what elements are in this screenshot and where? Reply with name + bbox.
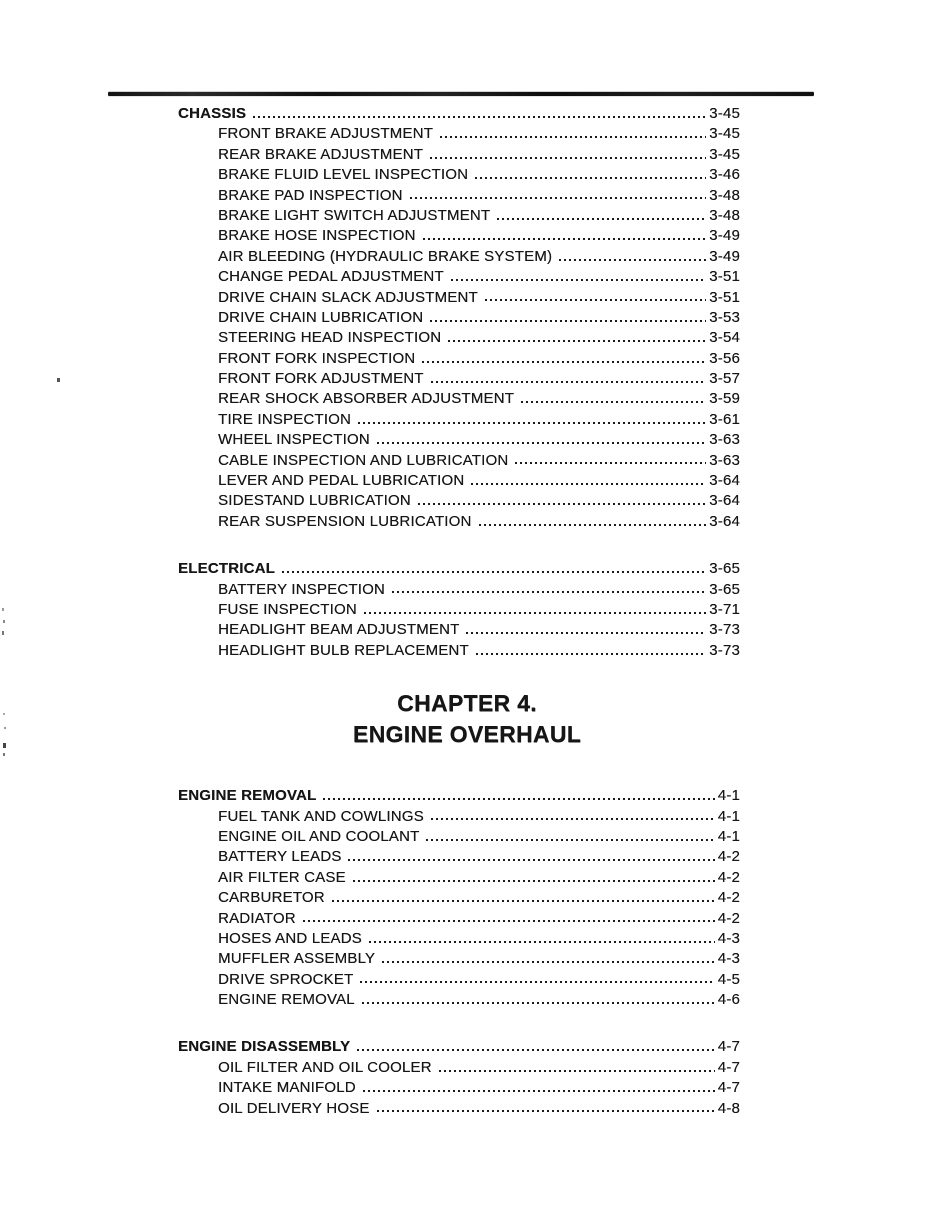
toc-row-1-2 xyxy=(178,620,740,640)
dot-leader xyxy=(485,297,706,302)
toc-row-4-0 xyxy=(178,1058,740,1078)
dot-leader xyxy=(418,500,706,505)
page-number: 3-64 xyxy=(709,492,740,510)
page-number: 4-2 xyxy=(717,868,740,886)
toc-row-3-1 xyxy=(178,827,740,847)
page-number: 3-57 xyxy=(709,370,740,388)
entry-label: ENGINE OIL AND COOLANT xyxy=(218,827,420,845)
section-title: ENGINE DISASSEMBLY xyxy=(178,1038,351,1056)
toc-row-4-2 xyxy=(178,1099,740,1119)
toc-row-3-6 xyxy=(178,929,740,949)
dot-leader xyxy=(431,816,715,821)
toc-row-3-0 xyxy=(178,807,740,827)
page-number: 3-49 xyxy=(709,247,740,265)
table-of-contents xyxy=(178,104,740,1119)
page-number: 4-7 xyxy=(717,1079,740,1097)
entry-label: BRAKE PAD INSPECTION xyxy=(218,186,403,204)
page-number: 3-65 xyxy=(709,580,740,598)
toc-row-0-3 xyxy=(178,186,740,206)
dot-leader xyxy=(431,378,707,383)
entry-label: HEADLIGHT BULB REPLACEMENT xyxy=(218,641,469,659)
page-number: 4-7 xyxy=(717,1058,740,1076)
toc-row-0-11 xyxy=(178,349,740,369)
entry-label: CABLE INSPECTION AND LUBRICATION xyxy=(218,451,509,469)
page-number: 4-2 xyxy=(717,889,740,907)
entry-label: CARBURETOR xyxy=(218,889,325,907)
entry-label: FUEL TANK AND COWLINGS xyxy=(218,807,424,825)
section-title: ENGINE REMOVAL xyxy=(178,787,317,805)
page-number: 3-45 xyxy=(709,125,740,143)
entry-label: LEVER AND PEDAL LUBRICATION xyxy=(218,472,465,490)
page-number: 4-1 xyxy=(717,827,740,845)
toc-section xyxy=(178,104,740,532)
toc-row-0-1 xyxy=(178,145,740,165)
entry-label: TIRE INSPECTION xyxy=(218,410,352,428)
toc-row-0-14 xyxy=(178,410,740,430)
scan-speck xyxy=(2,608,4,611)
page-number: 3-48 xyxy=(709,206,740,224)
toc-row-0-header xyxy=(178,104,740,124)
toc-row-4-header xyxy=(178,1037,740,1057)
toc-section xyxy=(178,786,740,1010)
page-number: 3-64 xyxy=(709,472,740,490)
entry-label: HOSES AND LEADS xyxy=(218,929,362,947)
toc-row-0-15 xyxy=(178,430,740,450)
dot-leader xyxy=(253,113,706,118)
page-number: 3-53 xyxy=(709,308,740,326)
page-number: 4-6 xyxy=(717,991,740,1009)
toc-row-0-6 xyxy=(178,247,740,267)
dot-leader xyxy=(364,609,706,614)
dot-leader xyxy=(382,958,715,963)
entry-label: AIR BLEEDING (HYDRAULIC BRAKE SYSTEM) xyxy=(218,247,553,265)
toc-row-0-10 xyxy=(178,328,740,348)
page-number: 4-3 xyxy=(717,950,740,968)
entry-label: DRIVE CHAIN SLACK ADJUSTMENT xyxy=(218,288,478,306)
entry-label: FRONT FORK INSPECTION xyxy=(218,349,416,367)
entry-label: AIR FILTER CASE xyxy=(218,868,346,886)
dot-leader xyxy=(515,460,706,465)
entry-label: DRIVE CHAIN LUBRICATION xyxy=(218,308,424,326)
toc-row-0-19 xyxy=(178,512,740,532)
toc-row-3-header xyxy=(178,786,740,806)
dot-leader xyxy=(439,1067,715,1072)
page-number: 3-64 xyxy=(709,512,740,530)
chapter-heading-line: ENGINE OVERHAUL xyxy=(352,721,582,748)
dot-leader xyxy=(440,133,706,138)
toc-row-0-5 xyxy=(178,226,740,246)
entry-label: OIL DELIVERY HOSE xyxy=(218,1099,370,1117)
entry-label: REAR BRAKE ADJUSTMENT xyxy=(218,145,424,163)
entry-label: REAR SUSPENSION LUBRICATION xyxy=(218,512,472,530)
scan-speck xyxy=(57,378,60,382)
toc-row-0-13 xyxy=(178,389,740,409)
toc-row-1-3 xyxy=(178,641,740,661)
entry-label: HEADLIGHT BEAM ADJUSTMENT xyxy=(218,621,460,639)
scan-speck xyxy=(3,743,6,748)
page-number: 3-59 xyxy=(709,390,740,408)
entry-label: MUFFLER ASSEMBLY xyxy=(218,950,376,968)
entry-label: DRIVE SPROCKET xyxy=(218,970,354,988)
dot-leader xyxy=(362,999,715,1004)
dot-leader xyxy=(451,276,706,281)
page-number: 4-2 xyxy=(717,909,740,927)
scan-speck xyxy=(4,727,6,729)
dot-leader xyxy=(521,398,706,403)
entry-label: RADIATOR xyxy=(218,909,296,927)
page-number: 3-73 xyxy=(709,641,740,659)
page-number: 3-61 xyxy=(709,410,740,428)
section-title: ELECTRICAL xyxy=(178,560,275,578)
page-number: 4-1 xyxy=(717,787,740,805)
page-number: 3-51 xyxy=(709,288,740,306)
page-number: 4-7 xyxy=(717,1038,740,1056)
page-number: 3-45 xyxy=(709,105,740,122)
entry-label: FRONT BRAKE ADJUSTMENT xyxy=(218,125,433,143)
dot-leader xyxy=(423,235,707,240)
dot-leader xyxy=(475,174,706,179)
section-title: CHASSIS xyxy=(178,105,247,122)
entry-label: OIL FILTER AND OIL COOLER xyxy=(218,1058,432,1076)
entry-label: BRAKE FLUID LEVEL INSPECTION xyxy=(218,166,469,184)
dot-leader xyxy=(357,1046,714,1051)
toc-row-0-16 xyxy=(178,451,740,471)
toc-row-3-9 xyxy=(178,990,740,1010)
dot-leader xyxy=(559,256,706,261)
dot-leader xyxy=(282,568,706,573)
dot-leader xyxy=(369,938,715,943)
toc-row-3-2 xyxy=(178,847,740,867)
chapter-heading xyxy=(186,688,748,750)
toc-row-0-12 xyxy=(178,369,740,389)
toc-row-0-4 xyxy=(178,206,740,226)
entry-label: STEERING HEAD INSPECTION xyxy=(218,329,442,347)
toc-row-3-7 xyxy=(178,949,740,969)
dot-leader xyxy=(353,877,715,882)
dot-leader xyxy=(497,215,706,220)
dot-leader xyxy=(377,439,706,444)
dot-leader xyxy=(303,918,715,923)
scan-speck xyxy=(2,631,4,635)
toc-row-0-7 xyxy=(178,267,740,287)
page-number: 3-65 xyxy=(709,560,740,578)
entry-label: INTAKE MANIFOLD xyxy=(218,1079,356,1097)
toc-row-3-8 xyxy=(178,970,740,990)
toc-row-0-9 xyxy=(178,308,740,328)
toc-row-3-3 xyxy=(178,868,740,888)
entry-label: BRAKE LIGHT SWITCH ADJUSTMENT xyxy=(218,206,491,224)
entry-label: BRAKE HOSE INSPECTION xyxy=(218,227,416,245)
dot-leader xyxy=(348,856,714,861)
toc-row-3-4 xyxy=(178,888,740,908)
dot-leader xyxy=(363,1087,715,1092)
toc-row-1-0 xyxy=(178,580,740,600)
page-top-rule xyxy=(108,92,814,96)
entry-label: SIDESTAND LUBRICATION xyxy=(218,492,411,510)
entry-label: FRONT FORK ADJUSTMENT xyxy=(218,370,424,388)
dot-leader xyxy=(471,480,706,485)
entry-label: REAR SHOCK ABSORBER ADJUSTMENT xyxy=(218,390,515,408)
page-number: 3-48 xyxy=(709,186,740,204)
dot-leader xyxy=(430,317,706,322)
toc-row-0-2 xyxy=(178,165,740,185)
dot-leader xyxy=(448,337,706,342)
entry-label: WHEEL INSPECTION xyxy=(218,431,370,449)
page-number: 3-45 xyxy=(709,145,740,163)
page-number: 3-54 xyxy=(709,329,740,347)
dot-leader xyxy=(426,836,714,841)
toc-row-0-0 xyxy=(178,124,740,144)
page-number: 4-5 xyxy=(717,970,740,988)
dot-leader xyxy=(377,1108,715,1113)
scan-speck xyxy=(3,713,5,715)
entry-label: BATTERY INSPECTION xyxy=(218,580,385,598)
page-number: 3-49 xyxy=(709,227,740,245)
dot-leader xyxy=(466,629,706,634)
dot-leader xyxy=(422,358,706,363)
toc-section xyxy=(178,1037,740,1119)
page-number: 3-51 xyxy=(709,268,740,286)
toc-row-0-17 xyxy=(178,471,740,491)
toc-row-3-5 xyxy=(178,909,740,929)
dot-leader xyxy=(323,795,714,800)
page-number: 4-3 xyxy=(717,929,740,947)
page-number: 3-46 xyxy=(709,166,740,184)
toc-section xyxy=(178,559,740,661)
page-number: 4-8 xyxy=(717,1099,740,1117)
toc-row-0-18 xyxy=(178,491,740,511)
entry-label: ENGINE REMOVAL xyxy=(218,991,355,1009)
toc-row-4-1 xyxy=(178,1078,740,1098)
page-number: 3-63 xyxy=(709,431,740,449)
dot-leader xyxy=(479,521,707,526)
page-number: 3-73 xyxy=(709,621,740,639)
toc-row-0-8 xyxy=(178,288,740,308)
page-number: 3-71 xyxy=(709,600,740,618)
page-number: 3-63 xyxy=(709,451,740,469)
toc-row-1-header xyxy=(178,559,740,579)
scan-speck xyxy=(3,620,5,623)
dot-leader xyxy=(392,589,706,594)
dot-leader xyxy=(430,154,706,159)
toc-row-1-1 xyxy=(178,600,740,620)
entry-label: BATTERY LEADS xyxy=(218,848,342,866)
dot-leader xyxy=(360,979,714,984)
chapter-heading-line: CHAPTER 4. xyxy=(397,690,537,717)
dot-leader xyxy=(410,195,707,200)
page-number: 4-1 xyxy=(717,807,740,825)
scan-speck xyxy=(3,753,5,756)
page-number: 4-2 xyxy=(717,848,740,866)
dot-leader xyxy=(332,897,715,902)
dot-leader xyxy=(358,419,706,424)
page-number: 3-56 xyxy=(709,349,740,367)
entry-label: CHANGE PEDAL ADJUSTMENT xyxy=(218,268,444,286)
dot-leader xyxy=(476,650,706,655)
entry-label: FUSE INSPECTION xyxy=(218,600,357,618)
